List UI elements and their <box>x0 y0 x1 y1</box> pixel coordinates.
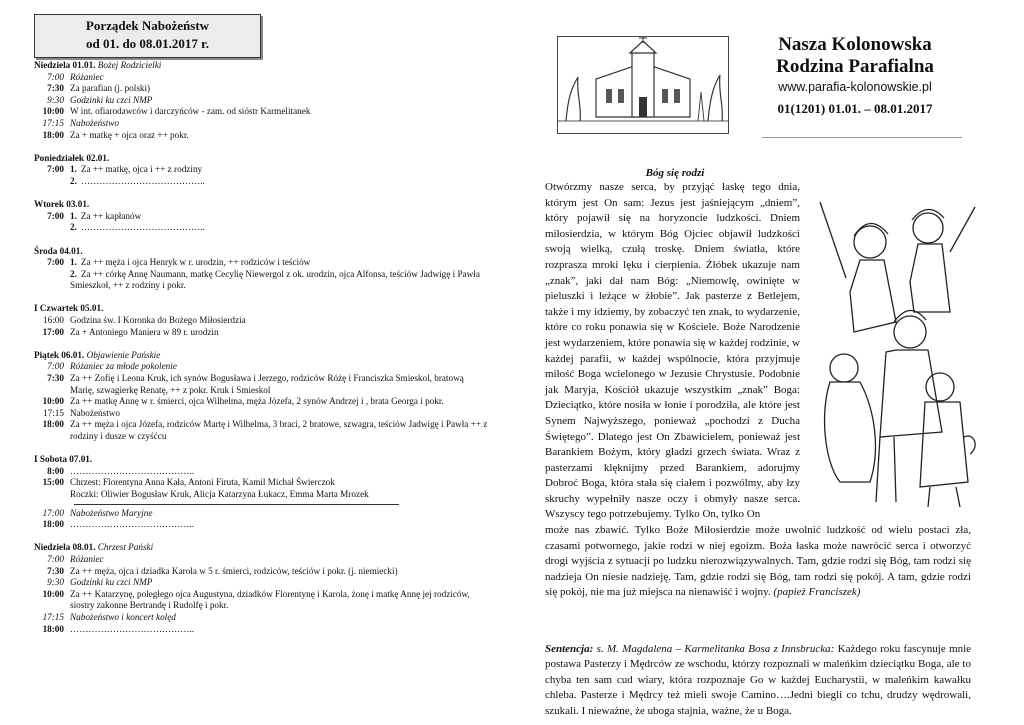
day-heading <box>34 303 489 315</box>
row-time: 8:00 <box>47 465 64 476</box>
day-gap <box>34 188 489 200</box>
row-text-wrap <box>70 589 489 612</box>
article-body: Otwórzmy nasze serca, by przyjąć łaskę tego dnia, którym jest On sam: Jezus jest jaśniejącym „dniem”, który pojawił się na horyzoncie ludzkości. Dniem miłosierdzia, w którym Bóg Ojciec objawił ludzkości swoją wielką, czułą troskę. Dniem światła, które rozpraszа mroki lęku i cierpienia. Żłóbek ukazuje nam „znak”, jaki dał nam Bóg: „Niemowlę, owinięte w pieluszki i leżące w żłobie”. Jak pasterze z Betlejem, także i my idziemy, by zobaczyć ten znak, to wydarzenie, które co roku ponawia się w Kościele. Boże Narodzenie jest wydarzeniem, które ponawia się w każdej rodzinie, w każdej parafii, w każdej wspólnocie, która przyjmuje miłość Boga wcielonego w Jezusie Chrystusie. Podobnie jak Maryja, Kościół ukazuje wszystkim „znak” Boga: Dzieciątko, które nosiła w łonie i porodziła, ale które jest Synem Najwyższego, ponieważ „pochodzi z Ducha Świętego”. Dlatego jest On Zbawicielem, ponieważ jest Barankiem Bożym, który gładzi grzech świata. Wraz z pasterzami klęknijmy przed Barankiem, adorujmy Dobroć Boga, która stała się ciałem i pozwólmy, aby łzy skruchy wypełniły nasze oczy i obmyły nasze serca. Wszyscy tego potrzebujemy. Tylko On, tylko On <box>545 181 800 521</box>
row-intention: Za ++ córkę Annę Naumann, matkę Cecylię Niewergol z ok. urodzin, ojca Alfonsa, teściów Jadwigę i Pawła Smieszkoł, ++ z rodziny i pokr. <box>70 268 480 291</box>
row-time: 17:15 <box>43 407 64 418</box>
row-time: 7:30 <box>47 373 64 384</box>
row-intention: Za ++ męża, ojca i dziadka Karola w 5 r. śmierci, rodziców, teściów i pokr. (j. niemiecki) <box>70 565 398 576</box>
row-time: 7:30 <box>47 83 64 94</box>
day-date: Wtorek 03.01. <box>34 199 90 210</box>
day-block <box>34 153 489 188</box>
sentencja-label: Sentencja: <box>545 643 594 655</box>
row-number: 2. <box>70 222 77 233</box>
row-text-wrap <box>70 118 489 130</box>
row-text-wrap <box>70 612 489 624</box>
row-time: 10:00 <box>42 106 64 117</box>
row-intention: Za + matkę + ojca oraz ++ pokr. <box>70 129 189 140</box>
article-title: Bóg się rodzi <box>645 167 705 179</box>
day-block <box>34 303 489 338</box>
day-gap <box>34 141 489 153</box>
row-intention: Za parafian (j. polski) <box>70 83 151 94</box>
schedule-row <box>34 589 489 612</box>
day-heading <box>34 542 489 554</box>
day-gap <box>34 234 489 246</box>
row-intention: Za ++ Zofię i Leona Kruk, ich synów Bogusława i Jerzego, rodziców Różę i Franciszka Smieskol, bratową Marię, szwagierkę Renatę, ++ z pokr. Kruk i Smieskol <box>70 373 464 395</box>
row-text-wrap <box>70 72 489 84</box>
divider <box>762 137 962 138</box>
schedule-row <box>34 315 489 327</box>
row-text-wrap <box>70 477 489 489</box>
day-heading <box>34 350 489 362</box>
row-text-wrap <box>70 373 489 396</box>
row-intention: Roczki: Oliwier Bogusław Kruk, Alicja Katarzyna Łukacz, Emma Marta Mrozek <box>70 488 369 499</box>
row-intention: ………………………………….. <box>70 519 195 530</box>
row-intention: Nabożeństwo <box>70 407 121 418</box>
article-author: (papież Franciszek) <box>773 586 861 599</box>
row-text-wrap <box>70 83 489 95</box>
row-text-wrap <box>70 130 489 142</box>
row-text-wrap <box>70 519 489 531</box>
row-number: 2. <box>70 175 77 186</box>
schedule-row <box>34 373 489 396</box>
row-intention: Za ++ matkę, ojca i ++ z rodziny <box>80 164 203 175</box>
row-text-wrap <box>70 361 489 373</box>
schedule-row <box>34 211 489 223</box>
row-time: 15:00 <box>42 477 64 488</box>
day-block <box>34 199 489 234</box>
day-gap <box>34 443 489 455</box>
row-text-wrap <box>70 176 489 188</box>
day-gap <box>34 338 489 350</box>
row-intention: Godzina św. I Koronka do Bożego Miłosierdzia <box>70 315 246 326</box>
row-intention: Za ++ męża i ojca Józefa, rodziców Martę i Wilhelma, 3 braci, 2 bratowe, szwagra, teściów Jadwigę i Pawła ++ z rodziny i dusze w czyśćcu <box>70 419 488 441</box>
row-text-wrap <box>70 624 489 636</box>
schedule-row <box>34 477 489 489</box>
day-feast: Chrzest Pański <box>97 542 154 553</box>
sentencja-block <box>545 642 971 719</box>
schedule-row <box>34 130 489 142</box>
row-intention: ………………………………….. <box>70 465 195 476</box>
day-heading <box>34 199 489 211</box>
row-time: 9:30 <box>47 577 64 588</box>
row-intention: ………………………………….. <box>80 222 205 233</box>
row-intention: Różaniec <box>70 71 104 82</box>
day-block <box>34 350 489 443</box>
row-time: 7:00 <box>47 553 64 564</box>
schedule-title: Porządek Nabożeństw <box>85 18 210 33</box>
issue-number: 01(1201) 01.01. – 08.01.2017 <box>777 101 933 116</box>
schedule-row <box>34 408 489 420</box>
day-gap <box>34 531 489 543</box>
day-block <box>34 542 489 635</box>
row-text-wrap <box>70 508 489 520</box>
publication-title <box>740 34 970 78</box>
row-time: 9:30 <box>47 94 64 105</box>
row-time <box>34 176 70 188</box>
row-time: 17:00 <box>42 507 64 518</box>
day-heading <box>34 246 489 258</box>
row-text-wrap <box>70 95 489 107</box>
day-date: Poniedziałek 02.01. <box>34 152 110 163</box>
row-text-wrap <box>70 466 489 478</box>
schedule-row <box>34 508 489 520</box>
row-text-wrap <box>70 315 489 327</box>
schedule-row <box>34 624 489 636</box>
row-text-wrap <box>70 419 489 442</box>
sentencja-text: Każdego roku fascynuje mnie postawa Pasterzy i Mędrców ze wschodu, którzy rozpoznali w maleńkim dzieciątku Boga, ale to chyba ten sam cud wiary, która rozpoznaje Go w każdej Eucharystii, w maleńkim kawałku chleba. Pasterze i Mędrcy też mieli swoje Camino….Jedni biegli co tchu, drudzy wędrowali, szukali. I nieważne, że uboga stajnia, ważne, że u Boga. <box>545 643 972 717</box>
day-date: Niedziela 08.01. <box>34 542 96 553</box>
schedule-row <box>34 176 489 188</box>
schedule-range: od 01. do 08.01.2017 r. <box>85 36 210 51</box>
row-time: 17:15 <box>42 117 64 128</box>
row-number: 1. <box>70 210 77 221</box>
day-date: Niedziela 01.01. <box>34 60 96 70</box>
day-feast: Objawienie Pańskie <box>86 349 161 360</box>
row-intention: Za ++ Katarzynę, poległego ojca Augustyna, dziadków Florentynę i Karola, żonę i matkę Annę jej rodziców, siostry zakonne Bertrandę i Rudolfę i pokr. <box>70 588 470 611</box>
row-intention: Różaniec <box>70 553 104 564</box>
row-time: 7:30 <box>47 565 64 576</box>
schedule-row <box>34 72 489 84</box>
separator-line <box>74 504 399 505</box>
schedule-row <box>34 327 489 339</box>
row-text-wrap <box>70 211 489 223</box>
row-time: 7:00 <box>47 361 64 372</box>
day-block <box>34 454 489 531</box>
church-illustration <box>557 36 729 134</box>
row-intention: W int. ofiarodawców i darczyńców - zam. od sióstr Karmelitanek <box>70 106 311 117</box>
row-number: 1. <box>70 257 77 268</box>
schedule-row <box>34 106 489 118</box>
schedule-header <box>34 14 261 58</box>
schedule-row <box>34 222 489 234</box>
row-text-wrap <box>70 164 489 176</box>
row-time: 7:00 <box>47 164 64 175</box>
row-text-wrap <box>70 396 489 408</box>
schedule-row <box>34 257 489 269</box>
day-date: Środa 04.01. <box>34 245 83 256</box>
day-block <box>34 60 489 141</box>
row-time <box>34 222 70 234</box>
row-time: 18:00 <box>42 129 64 140</box>
row-intention: Za ++ kapłanów <box>80 210 142 221</box>
schedule-row <box>34 396 489 408</box>
row-text-wrap <box>70 489 489 501</box>
day-block <box>34 246 489 292</box>
row-time: 17:00 <box>42 326 64 337</box>
row-text-wrap <box>70 577 489 589</box>
row-time: 18:00 <box>42 419 64 430</box>
row-number: 2. <box>70 268 77 279</box>
row-intention: Godzinki ku czci NMP <box>70 577 153 588</box>
article-continued <box>545 523 971 601</box>
row-intention: ………………………………….. <box>80 175 205 186</box>
schedule-list <box>34 60 489 635</box>
row-text-wrap <box>70 327 489 339</box>
day-heading <box>34 153 489 165</box>
title-line-2: Rodzina Parafialna <box>776 56 934 77</box>
day-date: I Sobota 07.01. <box>34 454 93 465</box>
row-intention: Godzinki ku czci NMP <box>70 94 153 105</box>
row-intention: Różaniec za młode pokolenie <box>70 361 177 372</box>
row-intention: Nabożeństwo i koncert kolęd <box>70 611 176 622</box>
day-heading <box>34 60 489 72</box>
row-time: 18:00 <box>42 623 64 634</box>
row-text-wrap <box>70 566 489 578</box>
row-time: 16:00 <box>43 315 64 326</box>
schedule-row <box>34 164 489 176</box>
day-date: Piątek 06.01. <box>34 349 85 360</box>
schedule-row <box>34 566 489 578</box>
row-time: 18:00 <box>42 519 64 530</box>
schedule-row <box>34 612 489 624</box>
schedule-row <box>34 83 489 95</box>
row-intention: Za ++ męża i ojca Henryk w r. urodzin, ++ rodziców i teściów <box>80 257 311 268</box>
row-text-wrap <box>70 554 489 566</box>
row-intention: Za + Antoniego Maniera w 89 r. urodzin <box>70 326 219 337</box>
row-time: 10:00 <box>42 396 64 407</box>
article-wide-text: może nas zbawić. Tylko Boże Miłosierdzie może uwolnić ludzkość od wielu postaci zła, czasami potwornego, jakie rodzi w niej egoizm. Boża łaska może nawrócić serca i otworzyć drogi wyjścia z sytuacji po ludzku nierozwiązywalnych. Tam, gdzie rodzi się Bóg, tam rodzi się nadzieja On niesie nadzieję. Tam, gdzie rodzi się Bóg, tam rodzi się pokój. A tam, gdzie rodzi się pokój, nie ma już miejsca na nienawiść i wojny. <box>545 524 971 599</box>
title-line-1: Nasza Kolonowska <box>778 34 932 55</box>
row-number: 1. <box>70 164 77 175</box>
children-illustration <box>810 182 982 512</box>
row-text-wrap <box>70 269 489 292</box>
row-time: 10:00 <box>42 588 64 599</box>
parish-url[interactable]: www.parafia-kolonowskie.pl <box>778 80 932 94</box>
day-heading <box>34 454 489 466</box>
row-time: 7:00 <box>47 71 64 82</box>
schedule-row <box>34 466 489 478</box>
schedule-row <box>34 269 489 292</box>
sentencja-source: s. M. Magdalena – Karmelitanka Bosa z Innsbrucka: <box>596 643 835 655</box>
schedule-row <box>34 554 489 566</box>
row-time: 7:00 <box>47 210 64 221</box>
row-time <box>34 489 70 501</box>
row-time: 17:15 <box>42 611 64 622</box>
row-intention: Chrzest: Florentyna Anna Kała, Antoni Firuta, Kamil Michał Świerczok <box>70 477 335 488</box>
row-time <box>34 269 70 292</box>
day-date: I Czwartek 05.01. <box>34 303 104 314</box>
schedule-row <box>34 419 489 442</box>
row-text-wrap <box>70 257 489 269</box>
schedule-row <box>34 361 489 373</box>
row-text-wrap <box>70 106 489 118</box>
row-intention: Za ++ matkę Annę w r. śmierci, ojca Wilhelma, męża Józefa, 2 synów Andrzej i , brata Georga i pokr. <box>70 396 444 407</box>
row-text-wrap <box>70 222 489 234</box>
row-intention: ………………………………….. <box>70 623 195 634</box>
schedule-row <box>34 95 489 107</box>
row-text-wrap <box>70 408 489 420</box>
schedule-row <box>34 118 489 130</box>
day-feast: Bożej Rodzicielki <box>97 60 162 70</box>
schedule-row <box>34 489 489 501</box>
row-intention: Nabożeństwo Maryjne <box>70 507 153 518</box>
day-gap <box>34 292 489 304</box>
schedule-row <box>34 519 489 531</box>
schedule-row <box>34 577 489 589</box>
row-time: 7:00 <box>47 257 64 268</box>
row-intention: Nabożeństwo <box>70 117 120 128</box>
